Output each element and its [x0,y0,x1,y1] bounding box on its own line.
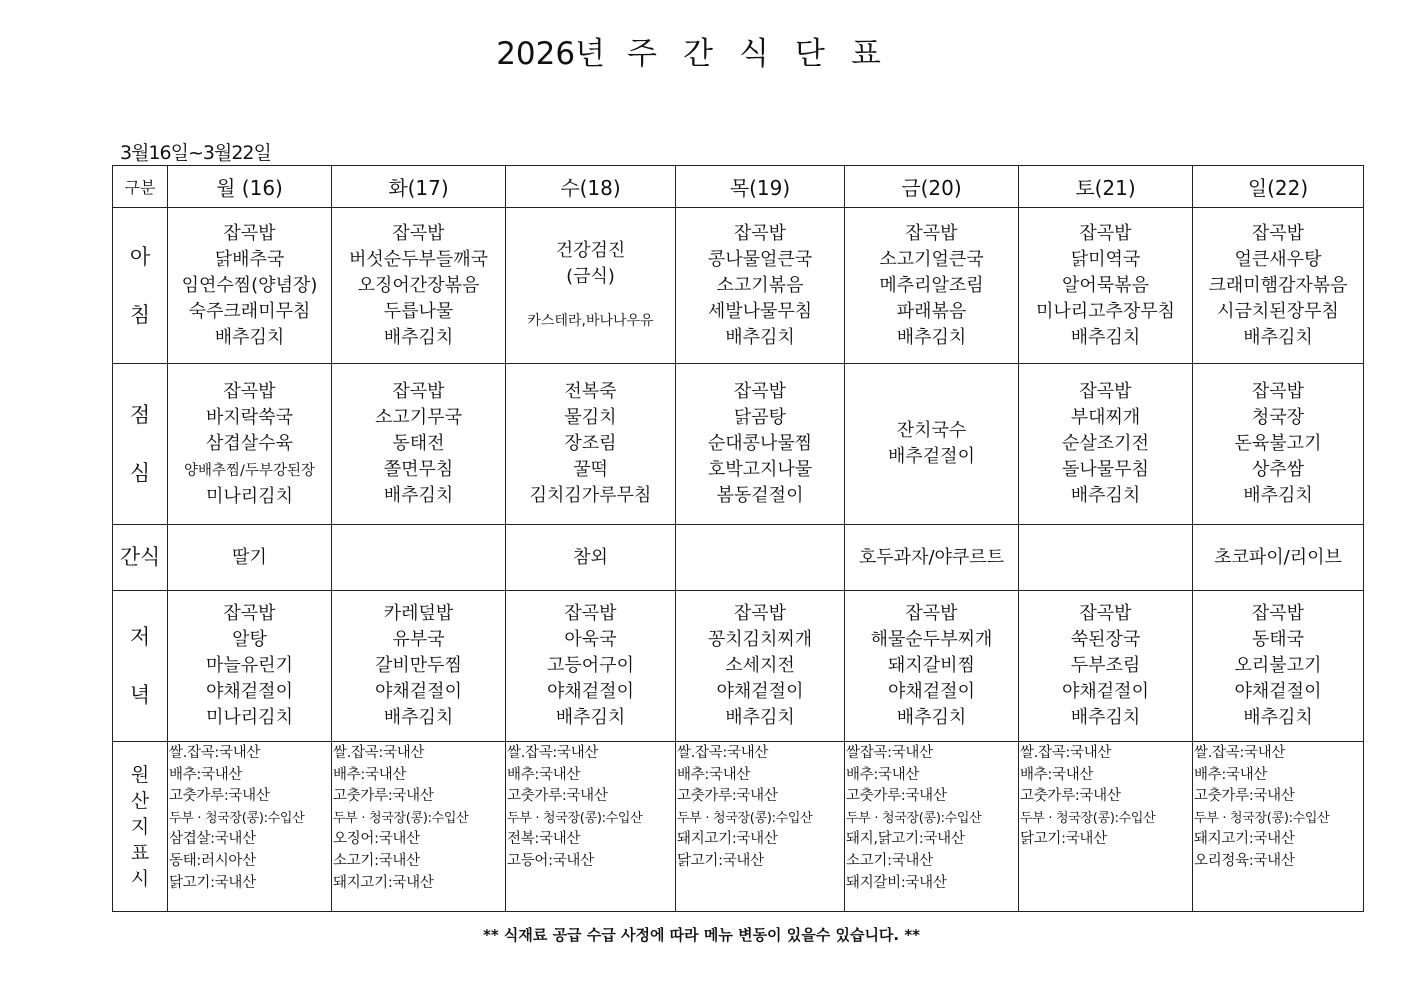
menu-cell [1019,364,1193,525]
menu-item: 미나리김치 [206,707,293,728]
menu-item: 잡곡밥 [1251,603,1305,624]
menu-cell [506,364,676,525]
meal-label-lunch [113,364,168,525]
day-header: 월 (16) [168,166,332,208]
origin-line: 소고기:국내산 [846,852,933,869]
menu-item: 잡곡밥 [1251,222,1305,244]
menu-item: 카레덮밥 [383,603,454,624]
menu-item: 미나리김치 [206,485,293,507]
menu-item: 잡곡밥 [905,222,958,244]
origin-line: 돼지고기:국내산 [1194,831,1295,848]
menu-item: 잔치국수 [896,420,967,441]
origin-line: 소고기:국내산 [333,852,420,869]
origin-line: 고춧가루:국내산 [333,788,434,805]
origin-line: 돼지고기:국내산 [677,831,778,848]
origin-cell [1193,742,1364,912]
menu-item: 콩나물얼큰국 [707,248,813,270]
menu-item: 메추리알조림 [879,274,984,296]
menu-item: 호박고지나물 [707,459,813,480]
menu-item: 미나리고추장무침 [1035,300,1176,322]
menu-item: 꽁치김치찌개 [707,629,813,650]
meal-label-dinner [113,591,168,742]
menu-cell [845,591,1019,742]
meal-label-breakfast [113,208,168,364]
origin-line: 쌀.잡곡:국내산 [1194,745,1286,761]
menu-item: 잡곡밥 [733,222,787,244]
origin-line: 두부 · 청국장(콩):수입산 [677,810,813,826]
menu-period: 3월16일~3월22일 [120,142,271,164]
origin-line: 돼지고기:국내산 [333,874,434,891]
title-rest: 주간식단표 [627,36,907,72]
origin-line: 배추:국내산 [333,766,407,783]
origin-line: 쌀.잡곡:국내산 [677,745,769,761]
day-header: 일(22) [1193,166,1364,208]
origin-line: 배추:국내산 [507,766,581,783]
menu-item: 배추김치 [1070,707,1141,728]
menu-item: 소고기무국 [375,407,462,428]
menu-item: 전복죽 [564,381,617,402]
menu-item: 잡곡밥 [223,380,276,402]
snack-cell [676,525,845,591]
menu-item: 잡곡밥 [392,381,445,402]
menu-item: 돌나물무침 [1062,459,1149,480]
menu-item: 야채겉절이 [206,681,293,702]
menu-item: 배추김치 [725,707,795,728]
meal-label-snack: 간식 [113,525,168,591]
menu-item: 고등어구이 [547,655,634,676]
origin-line: 닭고기:국내산 [169,874,256,891]
day-header: 목(19) [676,166,845,208]
origin-line: 고춧가루:국내산 [1020,788,1121,805]
snack-cell: 딸기 [168,525,332,591]
menu-item: 시금치된장무침 [1217,300,1339,322]
label-char: 저 [129,625,151,649]
menu-item: 삼겹살수육 [206,432,293,454]
label-char: 시 [130,867,150,890]
menu-cell [676,591,845,742]
menu-item: 소고기얼큰국 [879,248,984,270]
menu-item: 봄동겉절이 [716,485,804,506]
snack-cell [332,525,506,591]
menu-item: 배추김치 [725,326,795,348]
menu-item: 닭배추국 [214,248,285,270]
menu-item: 쫄면무침 [383,459,454,480]
menu-item: 잡곡밥 [1079,603,1132,624]
menu-item: 배추김치 [1243,707,1313,728]
lunch-row [113,364,1364,525]
origin-cell [506,742,676,912]
menu-item: 소세지전 [725,655,795,676]
origin-line: 전복:국내산 [507,831,581,848]
menu-cell [845,364,1019,525]
menu-item: 야채겉절이 [1062,681,1149,702]
menu-item: 배추김치 [383,485,454,506]
menu-item: 아욱국 [564,629,617,650]
menu-item: 부대찌개 [1070,407,1141,428]
menu-item: 순대콩나물찜 [707,433,813,454]
menu-item: 버섯순두부들깨국 [348,248,489,270]
menu-item: 배추김치 [896,707,967,728]
meal-label-origin [113,742,168,912]
origin-line: 고춧가루:국내산 [1194,788,1295,805]
origin-line: 고춧가루:국내산 [677,788,778,805]
menu-note: 카스테라,바나나우유 [527,312,654,329]
menu-cell [1193,364,1364,525]
label-char: 표 [130,841,150,864]
menu-item: 잡곡밥 [392,222,445,244]
origin-line: 두부 · 청국장(콩):수입산 [333,810,469,826]
menu-item: 야채겉절이 [547,681,634,702]
menu-item: 배추김치 [1070,485,1141,506]
title-year: 2026년 [496,36,606,72]
day-header: 금(20) [845,166,1019,208]
menu-cell [1019,208,1193,364]
label-char: 심 [129,461,151,485]
menu-item: 얼큰새우탕 [1234,248,1322,270]
menu-item: 김치김가루무침 [529,485,652,506]
menu-cell [1019,591,1193,742]
menu-item: 상추쌈 [1251,459,1305,480]
menu-item: 배추김치 [383,326,454,348]
snack-row [113,525,1364,591]
menu-item: 잡곡밥 [1251,381,1305,402]
origin-line: 배추:국내산 [169,766,243,783]
origin-line: 두부 · 청국장(콩):수입산 [169,810,305,826]
origin-line: 고춧가루:국내산 [507,788,608,805]
menu-item: 오징어간장볶음 [357,274,480,296]
menu-cell [168,591,332,742]
menu-cell [506,208,676,364]
origin-line: 오리정육:국내산 [1194,852,1295,869]
menu-item: 돼지갈비찜 [888,655,975,676]
origin-line: 쌀잡곡:국내산 [846,745,933,761]
menu-cell [676,364,845,525]
menu-item: 돈육불고기 [1234,433,1322,454]
menu-item: 배추김치 [1243,485,1313,506]
menu-item: 닭곰탕 [733,407,787,428]
menu-item: 잡곡밥 [733,603,787,624]
menu-cell [332,364,506,525]
menu-item: 배추김치 [896,326,967,348]
day-header-row [113,166,1364,208]
corner-label: 구분 [113,166,168,208]
menu-item: 동태전 [392,433,445,454]
origin-cell [168,742,332,912]
menu-item: 유부국 [392,629,445,650]
menu-item: 꿀떡 [573,459,608,480]
menu-item: 닭미역국 [1070,248,1141,270]
menu-item: 소고기볶음 [716,274,804,296]
menu-item: 알탕 [232,629,267,650]
menu-item: 두부조림 [1070,655,1141,676]
snack-cell: 참외 [506,525,676,591]
label-char: 아 [129,244,151,269]
origin-cell [1019,742,1193,912]
menu-item: 임연수찜(양념장) [181,274,318,296]
origin-line: 쌀.잡곡:국내산 [333,745,425,761]
menu-item: 순살조기전 [1062,433,1149,454]
menu-cell [168,208,332,364]
footer-notice: ** 식재료 공급 수급 사정에 따라 메뉴 변동이 있을수 있습니다. ** [482,926,921,944]
menu-item: 숙주크래미무침 [188,300,311,322]
origin-cell [676,742,845,912]
page-title [0,28,1403,73]
snack-cell [1019,525,1193,591]
menu-item: 배추김치 [1243,326,1313,348]
origin-cell [845,742,1019,912]
origin-line: 고등어:국내산 [507,852,594,869]
menu-item: 해물순두부찌개 [870,629,993,650]
origin-line: 두부 · 청국장(콩):수입산 [846,810,982,826]
menu-cell [676,208,845,364]
menu-cell [168,364,332,525]
menu-cell [845,208,1019,364]
menu-item: 잡곡밥 [733,381,787,402]
menu-item: 잡곡밥 [1079,222,1132,244]
menu-item: 청국장 [1251,407,1305,428]
origin-line: 동태:러시아산 [169,852,256,869]
weekly-menu-table [112,165,1364,912]
menu-item: 배추김치 [1070,326,1141,348]
menu-cell [506,591,676,742]
origin-line: 배추:국내산 [1194,766,1268,783]
menu-item: 쑥된장국 [1070,629,1141,650]
menu-item: 배추김치 [383,707,454,728]
label-char: 원 [130,763,150,786]
origin-line: 고춧가루:국내산 [169,788,270,805]
menu-item: 배추겉절이 [888,446,975,467]
day-header: 토(21) [1019,166,1193,208]
origin-line: 돼지,닭고기:국내산 [846,831,965,848]
origin-line: 두부 · 청국장(콩):수입산 [507,810,643,826]
menu-item: 야채겉절이 [716,681,804,702]
origin-cell [332,742,506,912]
menu-item: 파래볶음 [896,300,967,322]
menu-item: 건강검진 [555,239,626,261]
menu-item: 배추김치 [555,707,626,728]
dinner-row [113,591,1364,742]
menu-item: 야채겉절이 [888,681,975,702]
menu-item: 장조림 [564,433,617,454]
menu-cell [1193,591,1364,742]
menu-item: 양배추찜/두부강된장 [184,462,315,479]
menu-item: 잡곡밥 [223,222,276,244]
origin-line: 두부 · 청국장(콩):수입산 [1194,810,1330,826]
menu-item: 마늘유린기 [206,655,293,676]
label-char: 산 [130,789,150,812]
origin-line: 돼지갈비:국내산 [846,874,947,891]
menu-item: 두릅나물 [383,300,454,322]
menu-cell [332,208,506,364]
origin-line: 쌀.잡곡:국내산 [507,745,599,761]
menu-item: (금식) [566,265,615,287]
menu-item: 배추김치 [214,326,285,348]
menu-item: 잡곡밥 [1079,381,1132,402]
menu-item: 잡곡밥 [905,603,958,624]
menu-item: 갈비만두찜 [375,655,462,676]
origin-row [113,742,1364,912]
menu-item: 바지락쑥국 [206,406,293,428]
label-char: 녁 [129,683,151,707]
menu-item: 세발나물무침 [707,300,813,322]
origin-line: 삼겹살:국내산 [169,831,256,848]
origin-line: 고춧가루:국내산 [846,788,947,805]
label-char: 침 [129,302,151,327]
menu-item: 크래미햄감자볶음 [1208,274,1348,296]
origin-line: 배추:국내산 [1020,766,1094,783]
breakfast-row [113,208,1364,364]
origin-line: 오징어:국내산 [333,831,420,848]
snack-cell: 호두과자/야쿠르트 [845,525,1019,591]
menu-item: 동태국 [1251,629,1305,650]
origin-line: 두부 · 청국장(콩):수입산 [1020,810,1156,826]
menu-item: 물김치 [564,407,617,428]
menu-item: 야채겉절이 [375,681,462,702]
origin-line: 닭고기:국내산 [1020,831,1107,848]
day-header: 화(17) [332,166,506,208]
menu-item: 잡곡밥 [564,603,617,624]
menu-item: 오리불고기 [1234,655,1322,676]
menu-cell [1193,208,1364,364]
origin-line: 배추:국내산 [677,766,751,783]
origin-line: 쌀.잡곡:국내산 [169,745,261,761]
day-header: 수(18) [506,166,676,208]
menu-item: 잡곡밥 [223,603,276,624]
origin-line: 닭고기:국내산 [677,852,764,869]
label-char: 점 [129,403,151,427]
origin-line: 쌀.잡곡:국내산 [1020,745,1112,761]
menu-item: 알어묵볶음 [1062,274,1149,296]
label-char: 지 [130,815,150,838]
menu-item: 야채겉절이 [1234,681,1322,702]
snack-cell: 초코파이/리이브 [1193,525,1364,591]
menu-cell [332,591,506,742]
origin-line: 배추:국내산 [846,766,920,783]
